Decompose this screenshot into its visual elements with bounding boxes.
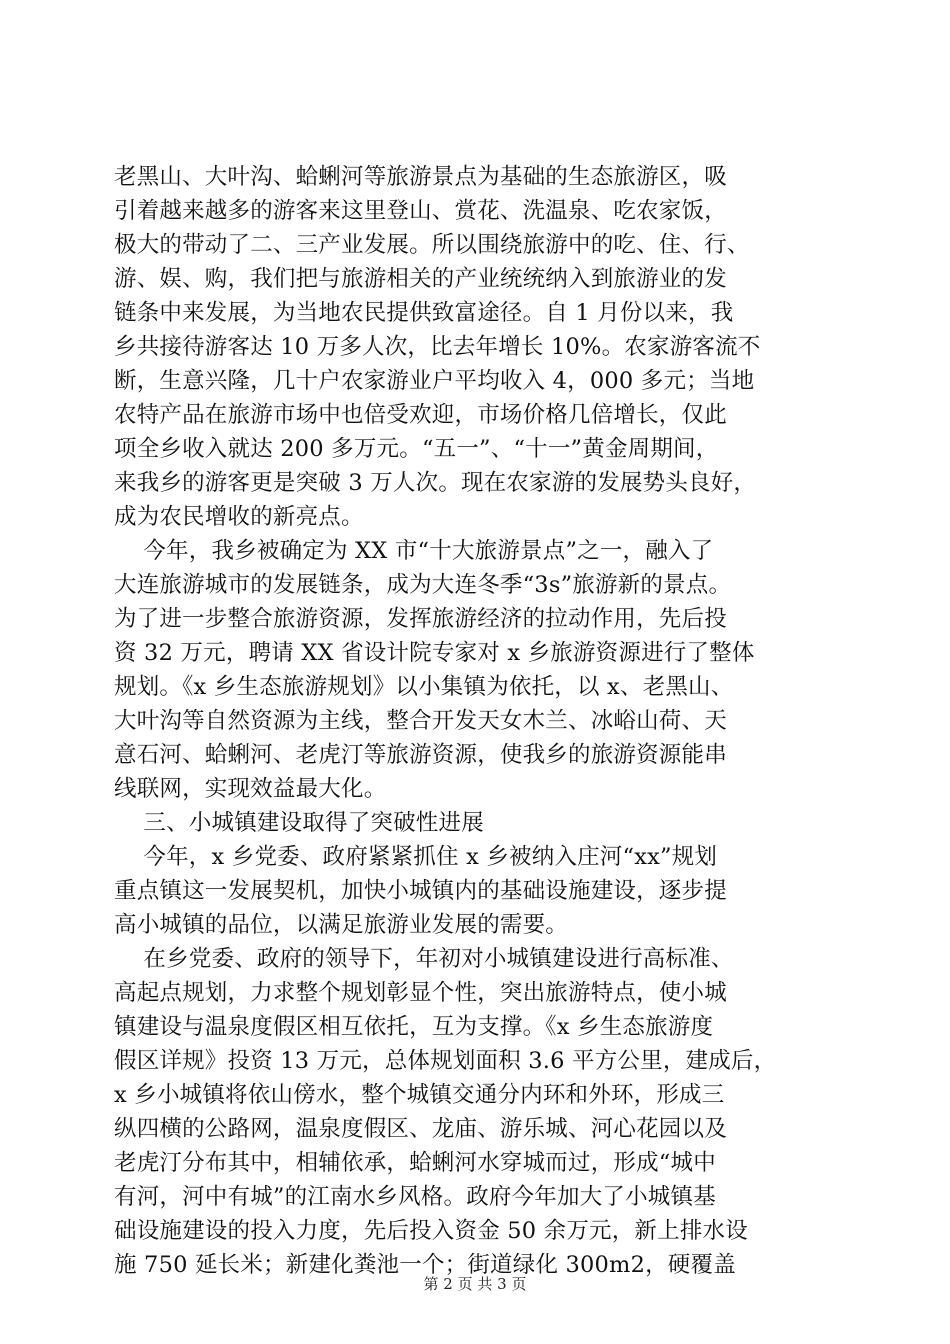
text-line-8: 农特产品在旅游市场中也倍受欢迎，市场价格几倍增长，仅此 xyxy=(114,402,727,428)
text-line-17: 大叶沟等自然资源为主线，整合开发天女木兰、冰峪山荷、天 xyxy=(114,708,727,734)
section-heading: 三、小城镇建设取得了突破性进展 xyxy=(114,810,484,836)
text-line-29: 纵四横的公路网，温泉度假区、龙庙、游乐城、河心花园以及 xyxy=(114,1116,727,1142)
text-line-12: 今年，我乡被确定为 XX 市“十大旅游景点”之一，融入了 xyxy=(114,538,714,564)
text-line-21: 今年，x 乡党委、政府紧紧抓住 x 乡被纳入庄河“xx”规划 xyxy=(114,844,718,870)
text-line-25: 高起点规划，力求整个规划彰显个性，突出旅游特点，使小城 xyxy=(114,980,727,1006)
text-line-16: 规划。《x 乡生态旅游规划》以小集镇为依托，以 x、老黑山、 xyxy=(114,674,734,700)
text-line-11: 成为农民增收的新亮点。 xyxy=(114,504,364,530)
text-line-33: 施 750 延长米；新建化粪池一个；街道绿化 300m2，硬覆盖 xyxy=(114,1252,736,1278)
text-line-32: 础设施建设的投入力度，先后投入资金 50 余万元，新上排水设 xyxy=(114,1218,748,1244)
text-line-28: x 乡小城镇将依山傍水，整个城镇交通分内环和外环，形成三 xyxy=(114,1082,725,1108)
text-line-24: 在乡党委、政府的领导下，年初对小城镇建设进行高标准、 xyxy=(114,946,734,972)
text-line-1: 老黑山、大叶沟、蛤蜊河等旅游景点为基础的生态旅游区，吸 xyxy=(114,164,727,190)
page-number-footer: 第 2 页 共 3 页 xyxy=(423,1275,527,1293)
text-line-13: 大连旅游城市的发展链条，成为大连冬季“3s”旅游新的景点。 xyxy=(114,572,732,598)
text-line-26: 镇建设与温泉度假区相互依托，互为支撑。《x 乡生态旅游度 xyxy=(114,1014,714,1040)
text-line-5: 链条中来发展，为当地农民提供致富途径。自 1 月份以来，我 xyxy=(114,300,734,326)
text-line-19: 线联网，实现效益最大化。 xyxy=(114,776,387,802)
text-line-23: 高小城镇的品位，以满足旅游业发展的需要。 xyxy=(114,912,569,938)
text-line-30: 老虎汀分布其中，相辅依承，蛤蜊河水穿城而过，形成“城中 xyxy=(114,1150,716,1176)
text-line-9: 项全乡收入就达 200 多万元。“五一”、“十一”黄金周期间， xyxy=(114,436,719,462)
text-line-4: 游、娱、购，我们把与旅游相关的产业统统纳入到旅游业的发 xyxy=(114,266,727,292)
text-line-18: 意石河、蛤蜊河、老虎汀等旅游资源，使我乡的旅游资源能串 xyxy=(114,742,727,768)
text-line-31: 有河，河中有城”的江南水乡风格。政府今年加大了小城镇基 xyxy=(114,1184,716,1210)
document-body xyxy=(114,160,844,1282)
text-line-3: 极大的带动了二、三产业发展。所以围绕旅游中的吃、住、行、 xyxy=(114,232,750,258)
text-line-22: 重点镇这一发展契机，加快小城镇内的基础设施建设，逐步提 xyxy=(114,878,727,904)
text-line-6: 乡共接待游客达 10 万多人次，比去年增长 10%。农家游客流不 xyxy=(114,334,761,360)
text-line-27: 假区详规》投资 13 万元，总体规划面积 3.6 平方公里，建成后， xyxy=(114,1048,777,1074)
text-line-7: 断，生意兴隆，几十户农家游业户平均收入 4，000 多元；当地 xyxy=(114,368,755,394)
text-line-2: 引着越来越多的游客来这里登山、赏花、洗温泉、吃农家饭， xyxy=(114,198,727,224)
text-line-15: 资 32 万元，聘请 XX 省设计院专家对 x 乡旅游资源进行了整体 xyxy=(114,640,755,666)
text-line-10: 来我乡的游客更是突破 3 万人次。现在农家游的发展势头良好， xyxy=(114,470,757,496)
text-line-14: 为了进一步整合旅游资源，发挥旅游经济的拉动作用，先后投 xyxy=(114,606,727,632)
